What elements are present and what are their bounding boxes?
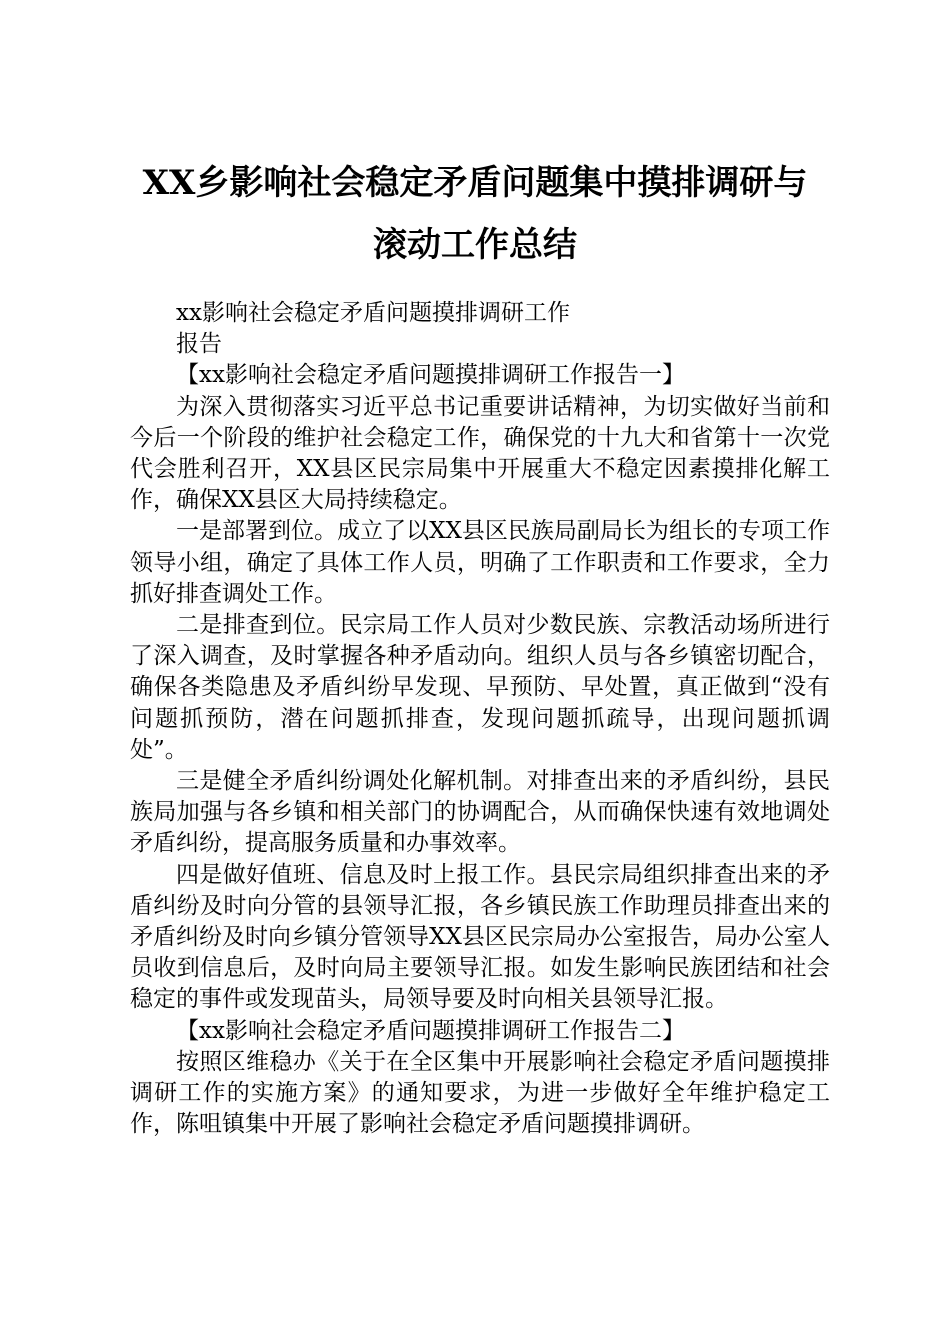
paragraph-point-2: 二是排查到位。民宗局工作人员对少数民族、宗教活动场所进行了深入调查，及时掌握各种矛盾动向。组织人员与各乡镇密切配合，确保各类隐患及矛盾纠纷早发现、早预防、早处置，真正做到“没有问题抓预防，潜在问题抓排查，发现问题抓疏导，出现问题抓调处”。 (130, 612, 830, 763)
paragraph-point-4: 四是做好值班、信息及时上报工作。县民宗局组织排查出来的矛盾纠纷及时向分管的县领导汇报，各乡镇民族工作助理员排查出来的矛盾纠纷及时向乡镇分管领导XX县区民宗局办公室报告，局办公室人员收到信息后，及时向局主要领导汇报。如发生影响民族团结和社会稳定的事件或发现苗头，局领导要及时向相关县领导汇报。 (130, 861, 830, 1013)
subtitle-line-1: xx影响社会稳定矛盾问题摸排调研工作 (176, 300, 570, 326)
section-heading-2: 【xx影响社会稳定矛盾问题摸排调研工作报告二】 (176, 1017, 685, 1044)
document-title-line-1: XX乡影响社会稳定矛盾问题集中摸排调研与 (142, 163, 808, 203)
paragraph-report-2: 按照区维稳办《关于在全区集中开展影响社会稳定矛盾问题摸排调研工作的实施方案》的通知要求，为进一步做好全年维护稳定工作，陈咀镇集中开展了影响社会稳定矛盾问题摸排调研。 (130, 1048, 830, 1138)
subtitle-line-2: 报告 (176, 331, 222, 358)
document-title-line-2: 滚动工作总结 (373, 225, 577, 265)
section-heading-1: 【xx影响社会稳定矛盾问题摸排调研工作报告一】 (176, 362, 685, 389)
paragraph-intro: 为深入贯彻落实习近平总书记重要讲话精神，为切实做好当前和今后一个阶段的维护社会稳定工作，确保党的十九大和省第十一次党代会胜利召开，XX县区民宗局集中开展重大不稳定因素摸排化解工作，确保XX县区大局持续稳定。 (130, 393, 830, 514)
paragraph-point-1: 一是部署到位。成立了以XX县区民族局副局长为组长的专项工作领导小组，确定了具体工作人员，明确了工作职责和工作要求，全力抓好排查调处工作。 (130, 518, 830, 607)
paragraph-point-3: 三是健全矛盾纠纷调处化解机制。对排查出来的矛盾纠纷，县民族局加强与各乡镇和相关部门的协调配合，从而确保快速有效地调处矛盾纠纷，提高服务质量和办事效率。 (130, 768, 830, 857)
document-body (130, 298, 830, 1140)
